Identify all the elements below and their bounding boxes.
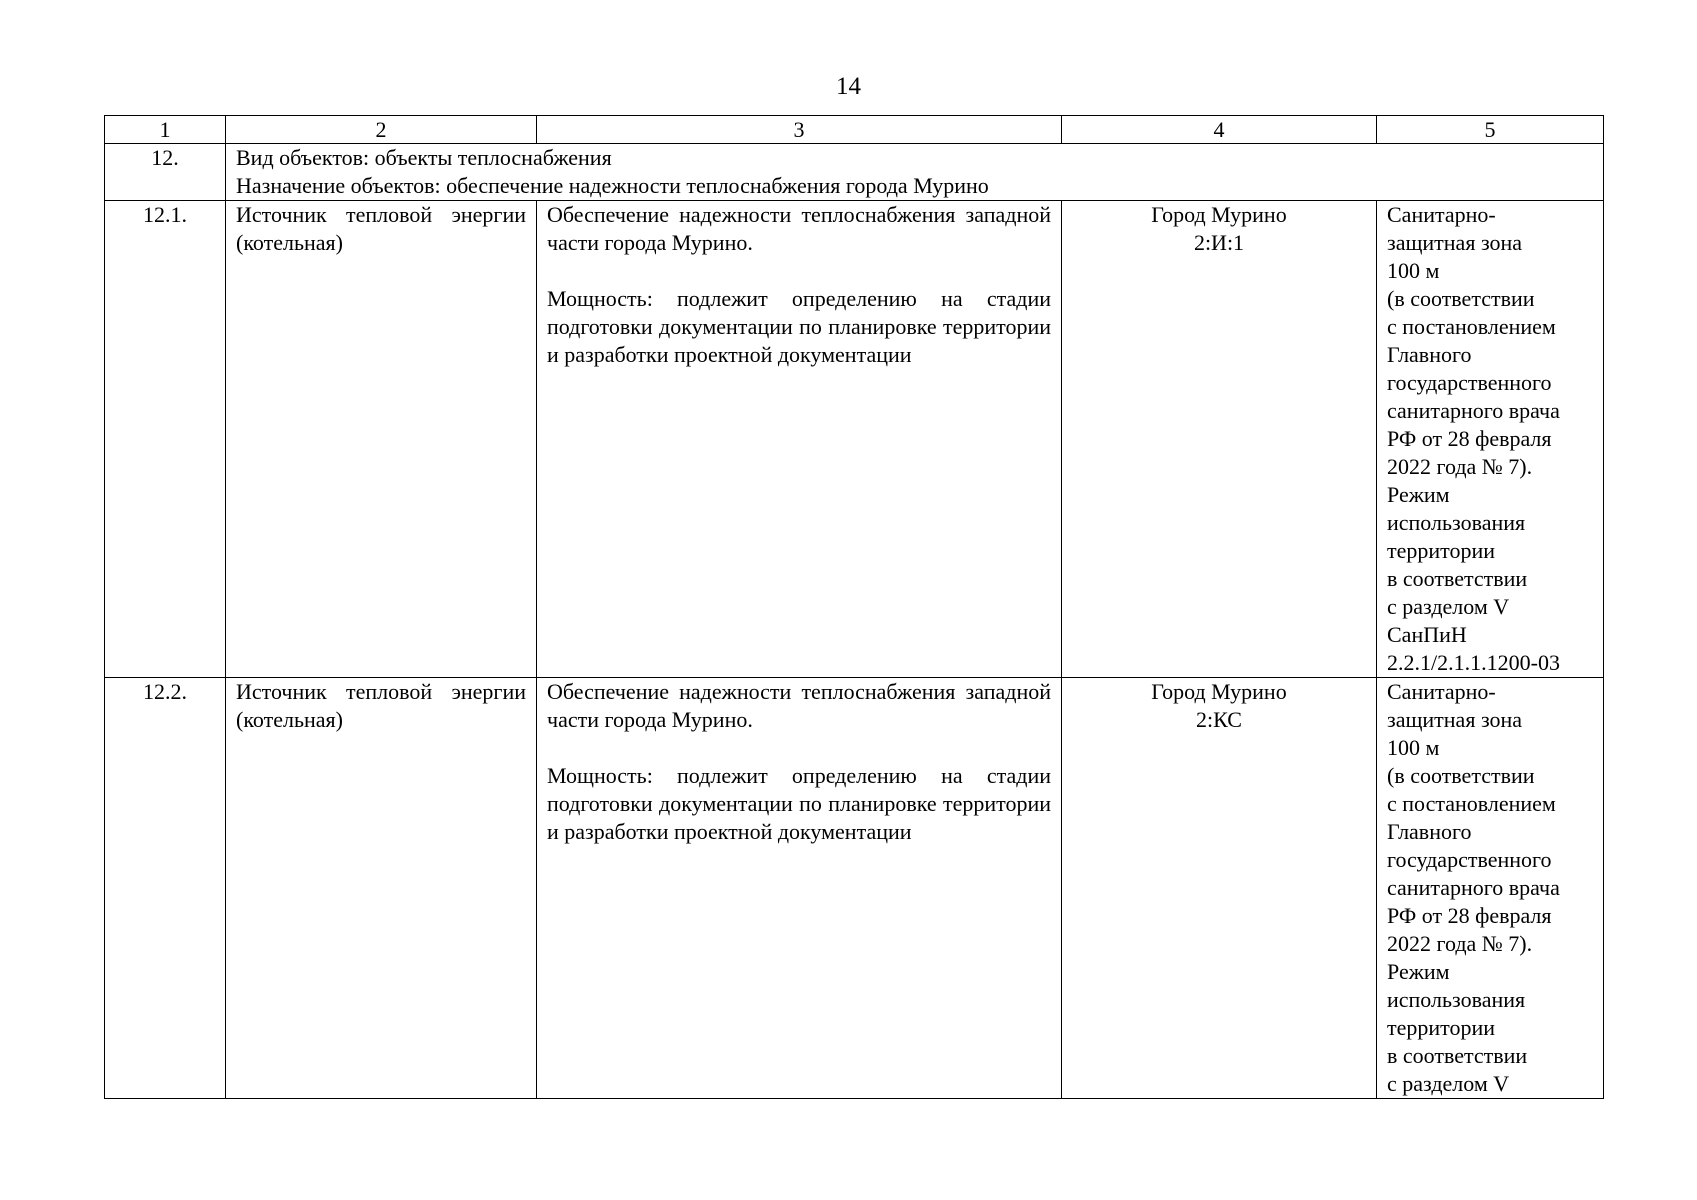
paragraph-gap [547, 734, 1051, 762]
zone-line: с разделом V [1387, 1071, 1510, 1096]
table-header-row [105, 116, 1604, 144]
zone-info [1377, 201, 1604, 678]
paragraph-gap [547, 257, 1051, 285]
section-object-purpose: Назначение объектов: обеспечение надежности теплоснабжения города Мурино [236, 173, 989, 198]
zone-line: в соответствии [1387, 1043, 1528, 1068]
object-location [1062, 201, 1377, 678]
zone-line: 100 м [1387, 258, 1440, 283]
zone-line: Режим [1387, 959, 1450, 984]
location-name: Город Мурино [1151, 202, 1287, 227]
objects-table [104, 115, 1604, 1099]
zone-line: 100 м [1387, 735, 1440, 760]
zone-line: РФ от 28 февраля [1387, 903, 1552, 928]
table-row [105, 201, 1604, 678]
zone-info [1377, 678, 1604, 1099]
zone-line: государственного [1387, 847, 1552, 872]
section-description [226, 144, 1604, 201]
zone-line: территории [1387, 1015, 1496, 1040]
object-name: Источник тепловой энергии (котельная) [226, 678, 537, 1099]
zone-line: защитная зона [1387, 707, 1523, 732]
zone-line: 2022 года № 7). [1387, 454, 1533, 479]
row-number: 12.1. [105, 201, 226, 678]
zone-line: СанПиН [1387, 622, 1467, 647]
object-location [1062, 678, 1377, 1099]
zone-line: Санитарно- [1387, 679, 1496, 704]
table-row [105, 678, 1604, 1099]
zone-line: в соответствии [1387, 566, 1528, 591]
page-number: 14 [836, 73, 861, 100]
zone-line: 2022 года № 7). [1387, 931, 1533, 956]
zone-line: с постановлением [1387, 314, 1556, 339]
zone-line: использования [1387, 510, 1526, 535]
location-code: 2:КС [1196, 707, 1242, 732]
object-description [537, 201, 1062, 678]
zone-line: Санитарно- [1387, 202, 1496, 227]
zone-line: государственного [1387, 370, 1552, 395]
section-object-type: Вид объектов: объекты теплоснабжения [236, 145, 612, 170]
row-number: 12.2. [105, 678, 226, 1099]
zone-line: Режим [1387, 482, 1450, 507]
object-capacity: Мощность: подлежит определению на стадии подготовки документации по планировке территории и разработки проектной документации [547, 763, 1051, 844]
section-number: 12. [105, 144, 226, 201]
zone-line: санитарного врача [1387, 398, 1560, 423]
location-code: 2:И:1 [1193, 230, 1245, 255]
column-header: 4 [1062, 116, 1377, 144]
object-capacity: Мощность: подлежит определению на стадии подготовки документации по планировке территории и разработки проектной документации [547, 286, 1051, 367]
location-name: Город Мурино [1151, 679, 1287, 704]
zone-line: с постановлением [1387, 791, 1556, 816]
zone-line: защитная зона [1387, 230, 1523, 255]
zone-line: использования [1387, 987, 1526, 1012]
zone-line: Главного [1387, 819, 1472, 844]
column-header: 3 [537, 116, 1062, 144]
zone-line: территории [1387, 538, 1496, 563]
column-header: 5 [1377, 116, 1604, 144]
zone-line: санитарного врача [1387, 875, 1560, 900]
zone-line: (в соответствии [1387, 763, 1535, 788]
section-row [105, 144, 1604, 201]
column-header: 2 [226, 116, 537, 144]
object-description [537, 678, 1062, 1099]
object-name: Источник тепловой энергии (котельная) [226, 201, 537, 678]
zone-line: (в соответствии [1387, 286, 1535, 311]
zone-line: с разделом V [1387, 594, 1510, 619]
zone-line: Главного [1387, 342, 1472, 367]
column-header: 1 [105, 116, 226, 144]
zone-line: РФ от 28 февраля [1387, 426, 1552, 451]
object-purpose: Обеспечение надежности теплоснабжения западной части города Мурино. [547, 202, 1051, 255]
object-purpose: Обеспечение надежности теплоснабжения западной части города Мурино. [547, 679, 1051, 732]
zone-line: 2.2.1/2.1.1.1200-03 [1387, 650, 1560, 675]
